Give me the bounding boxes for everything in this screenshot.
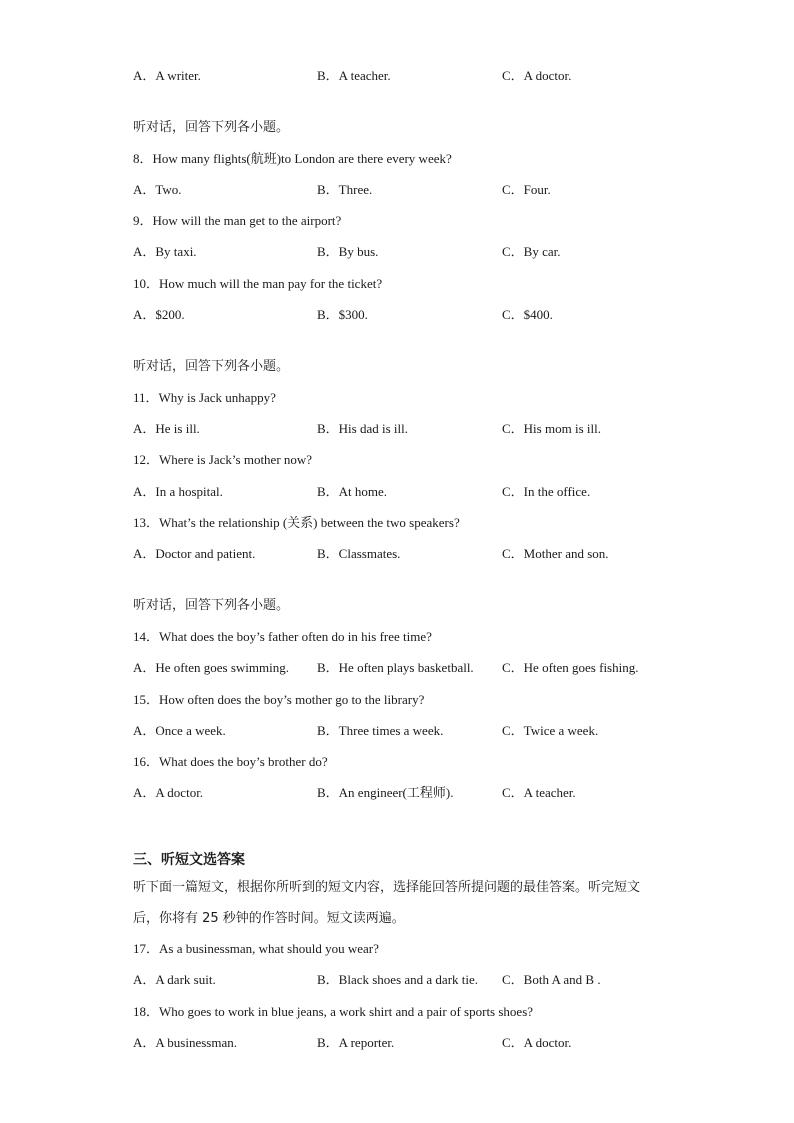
q16-stem: 16．What does the boy’s brother do? bbox=[133, 754, 328, 769]
q9-option-b: B．By bus. bbox=[317, 244, 379, 259]
q10-option-a: A．$200. bbox=[133, 307, 185, 322]
q7-option-b: B．A teacher. bbox=[317, 68, 391, 83]
q16-options bbox=[133, 785, 693, 801]
q10-option-b: B．$300. bbox=[317, 307, 368, 322]
q17-option-c: C．Both A and B . bbox=[502, 972, 601, 987]
q14-options bbox=[133, 660, 693, 676]
q9-option-c: C．By car. bbox=[502, 244, 561, 259]
q18-option-b: B．A reporter. bbox=[317, 1035, 395, 1050]
q12-option-c: C．In the office. bbox=[502, 484, 591, 499]
q18-options bbox=[133, 1035, 693, 1051]
q15-options bbox=[133, 723, 693, 739]
q14-option-b: B．He often plays basketball. bbox=[317, 660, 474, 675]
q8-option-b: B．Three. bbox=[317, 182, 373, 197]
q12-options bbox=[133, 484, 693, 500]
group2-instruction: 听对话，回答下列各小题。 bbox=[133, 120, 290, 135]
q17-stem: 17．As a businessman, what should you wear? bbox=[133, 941, 379, 956]
q16-option-b: B．An engineer(工程师). bbox=[317, 785, 454, 800]
q12-stem: 12．Where is Jack’s mother now? bbox=[133, 452, 313, 467]
q13-options bbox=[133, 546, 693, 562]
q11-option-a: A．He is ill. bbox=[133, 421, 200, 436]
group4-instruction: 听对话，回答下列各小题。 bbox=[133, 598, 290, 613]
q17-option-b: B．Black shoes and a dark tie. bbox=[317, 972, 479, 987]
q7-options bbox=[133, 68, 693, 84]
q9-stem: 9．How will the man get to the airport? bbox=[133, 213, 342, 228]
section-title: 三、听短文选答案 bbox=[133, 852, 245, 868]
q18-stem: 18．Who goes to work in blue jeans, a work shirt and a pair of sports shoes? bbox=[133, 1004, 534, 1019]
q14-option-a: A．He often goes swimming. bbox=[133, 660, 289, 675]
q16-option-c: C．A teacher. bbox=[502, 785, 576, 800]
q13-option-c: C．Mother and son. bbox=[502, 546, 609, 561]
q10-options bbox=[133, 307, 693, 323]
group3-instruction: 听对话，回答下列各小题。 bbox=[133, 359, 290, 374]
q10-option-c: C．$400. bbox=[502, 307, 553, 322]
q17-option-a: A．A dark suit. bbox=[133, 972, 216, 987]
q10-stem: 10．How much will the man pay for the ticket? bbox=[133, 276, 383, 291]
q12-option-b: B．At home. bbox=[317, 484, 388, 499]
q15-option-b: B．Three times a week. bbox=[317, 723, 444, 738]
q13-stem: 13．What’s the relationship (关系) between the two speakers? bbox=[133, 515, 460, 530]
q12-option-a: A．In a hospital. bbox=[133, 484, 223, 499]
q11-options bbox=[133, 421, 693, 437]
q8-stem: 8．How many flights(航班)to London are there every week? bbox=[133, 151, 452, 166]
q13-option-b: B．Classmates. bbox=[317, 546, 401, 561]
q7-option-a: A．A writer. bbox=[133, 68, 201, 83]
q11-option-c: C．His mom is ill. bbox=[502, 421, 601, 436]
q7-option-c: C．A doctor. bbox=[502, 68, 572, 83]
q15-option-c: C．Twice a week. bbox=[502, 723, 599, 738]
q11-option-b: B．His dad is ill. bbox=[317, 421, 409, 436]
q18-option-c: C．A doctor. bbox=[502, 1035, 572, 1050]
q14-stem: 14．What does the boy’s father often do in his free time? bbox=[133, 629, 432, 644]
section-instruction: 听下面一篇短文，根据你所听到的短文内容，选择能回答所提问题的最佳答案。听完短文后，你将有 25 秒钟的作答时间。短文读两遍。 bbox=[133, 880, 641, 926]
q15-option-a: A．Once a week. bbox=[133, 723, 226, 738]
q14-option-c: C．He often goes fishing. bbox=[502, 660, 639, 675]
q8-option-c: C．Four. bbox=[502, 182, 551, 197]
q16-option-a: A．A doctor. bbox=[133, 785, 204, 800]
q11-stem: 11．Why is Jack unhappy? bbox=[133, 390, 276, 405]
q9-option-a: A．By taxi. bbox=[133, 244, 197, 259]
q8-option-a: A．Two. bbox=[133, 182, 182, 197]
q8-options bbox=[133, 182, 693, 198]
q13-option-a: A．Doctor and patient. bbox=[133, 546, 256, 561]
q9-options bbox=[133, 244, 693, 260]
q18-option-a: A．A businessman. bbox=[133, 1035, 238, 1050]
q15-stem: 15．How often does the boy’s mother go to the library? bbox=[133, 692, 425, 707]
q17-options bbox=[133, 972, 693, 988]
